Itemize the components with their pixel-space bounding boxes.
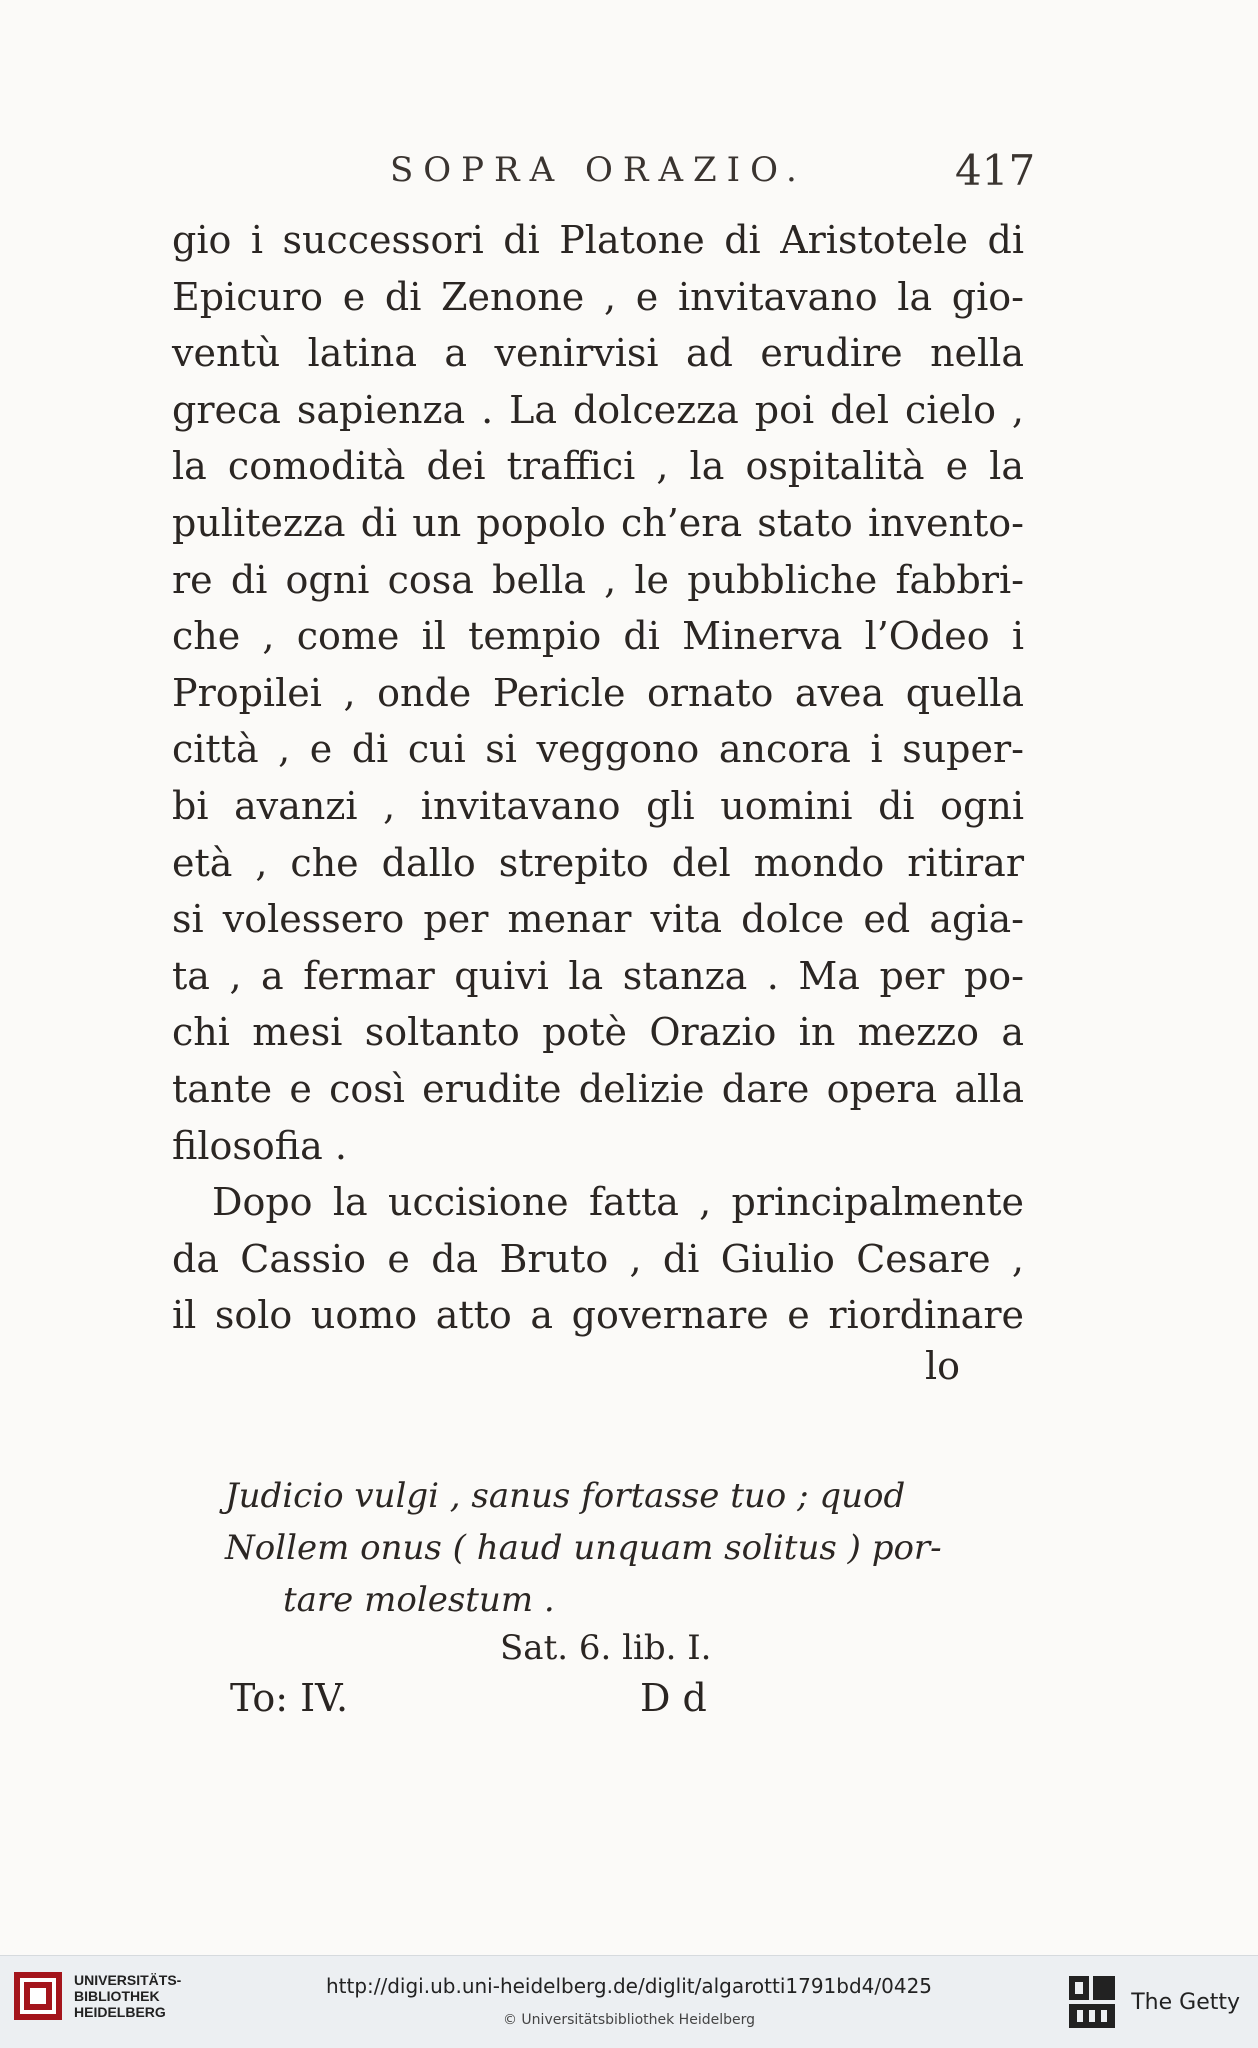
text-line: chi mesi soltanto potè Orazio in mezzo a — [172, 1010, 1024, 1055]
copyright-notice: © Universitätsbibliothek Heidelberg — [502, 2012, 755, 2028]
footnote-line: Judicio vulgi , sanus fortasse tuo ; quod — [225, 1476, 906, 1516]
text-line: Dopo la uccisione fatta , principalmente — [212, 1180, 1024, 1225]
getty-logo-block[interactable] — [1067, 1974, 1240, 2030]
text-line: da Cassio e da Bruto , di Giulio Cesare , — [172, 1236, 1024, 1281]
text-line: si volessero per menar vita dolce ed agia- — [172, 897, 1024, 942]
permalink-url[interactable]: http://digi.ub.uni-heidelberg.de/diglit/algarotti1791bd4/0425 — [325, 1974, 933, 1998]
text-line: ta , a fermar quivi la stanza . Ma per po- — [172, 953, 1024, 998]
text-line: re di ogni cosa bella , le pubbliche fabbri- — [172, 557, 1024, 602]
text-line: Propilei , onde Pericle ornato avea quella — [172, 670, 1024, 715]
university-name-line: UNIVERSITÄTS- — [74, 1972, 182, 1988]
text-line: che , come il tempio di Minerva l’Odeo i — [172, 614, 1024, 659]
footnote-citation: Sat. 6. lib. I. — [500, 1628, 712, 1668]
text-line: greca sapienza . La dolcezza poi del cielo , — [172, 387, 1024, 432]
text-line: età , che dallo strepito del mondo ritirar — [172, 840, 1024, 885]
text-line: Epicuro e di Zenone , e invitavano la gio- — [172, 274, 1024, 319]
footnote-line: Nollem onus ( haud unquam solitus ) por- — [225, 1528, 942, 1568]
text-line: bi avanzi , invitavano gli uomini di ogni — [172, 783, 1024, 828]
volume-signature: To: IV. — [230, 1676, 349, 1720]
university-name-line: HEIDELBERG — [74, 2004, 166, 2020]
text-line: pulitezza di un popolo ch’era stato invento- — [172, 500, 1024, 545]
text-line: il solo uomo atto a governare e riordinare — [172, 1293, 1024, 1338]
catchword: lo — [925, 1344, 961, 1388]
university-name-line: BIBLIOTHEK — [74, 1988, 160, 2004]
text-line: tante e così erudite delizie dare opera alla — [172, 1066, 1024, 1111]
page-number: 417 — [955, 146, 1036, 195]
getty-logo-icon — [1067, 1974, 1117, 2030]
text-line: città , e di cui si veggono ancora i super- — [172, 727, 1024, 772]
text-line: filosofia . — [172, 1123, 347, 1168]
footer-bar — [0, 1955, 1258, 2048]
text-line: ventù latina a venirvisi ad erudire nella — [172, 331, 1024, 376]
running-header: SOPRA ORAZIO. — [390, 150, 807, 190]
text-line: la comodità dei traffici , la ospitalità e la — [172, 444, 1024, 489]
body-text — [172, 212, 1024, 1344]
getty-label: The Getty — [1131, 1989, 1240, 2015]
footnote-line: tare molestum . — [283, 1580, 555, 1620]
footnote — [225, 1470, 942, 1626]
gathering-signature: D d — [640, 1676, 707, 1720]
text-line: gio i successori di Platone di Aristotele di — [172, 218, 1024, 262]
